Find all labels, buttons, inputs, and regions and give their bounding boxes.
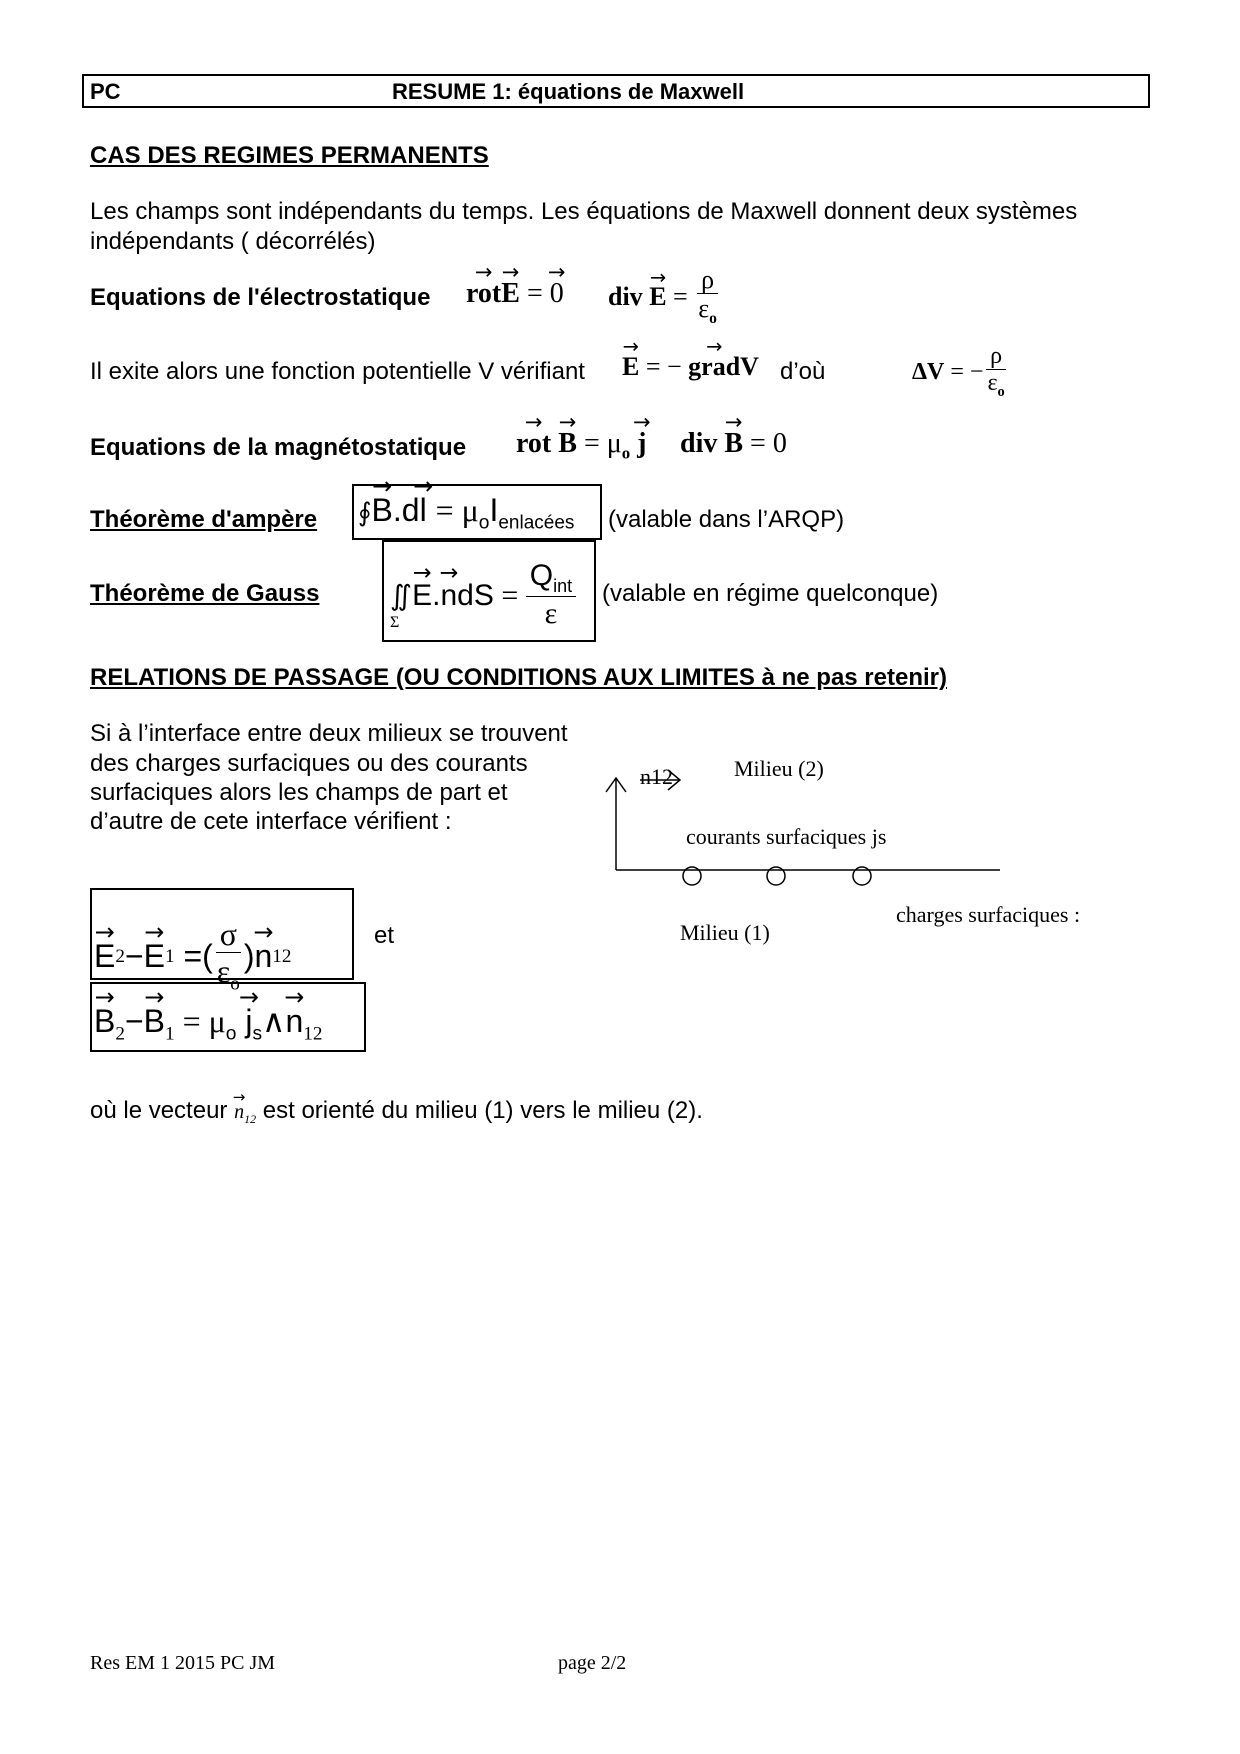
charges-label: charges surfaciques : xyxy=(896,902,1081,927)
electrostatics-label: Equations de l'électrostatique xyxy=(90,284,431,311)
eq-gradV: → E = − → gradV xyxy=(622,352,759,382)
milieu1-label: Milieu (1) xyxy=(680,920,770,945)
intro-line1: Les champs sont indépendants du temps. Les équations de Maxwell donnent deux systèmes xyxy=(90,198,1078,225)
header-box xyxy=(82,74,1150,108)
page-title: RESUME 1: équations de Maxwell xyxy=(392,79,745,104)
para-line1: Si à l’interface entre deux milieux se trouvent xyxy=(90,720,568,747)
ampere-label: Théorème d'ampère xyxy=(90,506,318,533)
relation-B-box: → $B_2-\to B_1 = \mu_o$ → $j_s\wedge\to n_{12}$ xyxy=(90,982,366,1052)
footer-page: page 2/2 xyxy=(558,1652,627,1674)
eq-divB: div → B = 0 xyxy=(680,428,787,460)
gauss-note: (valable en régime quelconque) xyxy=(602,580,939,607)
intro-line2: indépendants ( décorrélés) xyxy=(90,228,376,255)
courants-label: courants surfaciques js xyxy=(686,824,887,849)
para-line3: surfaciques alors les champs de part et xyxy=(90,779,508,806)
eq-divE: div → E = $\frac{\rho}{\varepsilon_o}$ xyxy=(608,266,721,328)
conclusion: où le vecteur → $n_{12}$ est orienté du milieu (1) vers le milieu (2). xyxy=(90,1097,703,1127)
magnetostatics-label: Equations de la magnétostatique xyxy=(90,434,467,461)
relation-E-box: → E 2 − → E 1 =( $\frac{\sigma}{\varepsilon_o}$ ) → n 12 xyxy=(90,888,354,980)
para-line2: des charges surfaciques ou des courants xyxy=(90,750,528,777)
eq-rotE: → rot→ E = → 0 xyxy=(466,278,564,310)
milieu2-label: Milieu (2) xyxy=(734,756,824,781)
eq-rotB: → rot → $B = \mu_o \to j$ xyxy=(516,428,646,464)
dou-text: d’où xyxy=(780,358,826,385)
header-left: PC xyxy=(90,79,121,104)
section2-heading: RELATIONS DE PASSAGE (OU CONDITIONS AUX LIMITES à ne pas retenir) xyxy=(90,664,947,691)
potential-text: Il exite alors une fonction potentielle V vérifiant xyxy=(90,358,585,385)
n12-label: n12 xyxy=(640,764,673,789)
ampere-box: ∮→ $B.d\to l = \mu_oI_{enlacées}$ xyxy=(352,484,602,540)
et-text: et xyxy=(374,922,395,949)
para-line4: d’autre de cete interface vérifient : xyxy=(90,808,452,835)
footer-left: Res EM 1 2015 PC JM xyxy=(90,1652,276,1674)
gauss-box: ∬ → E . → n dS = $\frac{Q_{int}}{\varepsilon}$ Σ xyxy=(382,540,596,642)
section1-heading: CAS DES REGIMES PERMANENTS xyxy=(90,142,489,169)
ampere-note: (valable dans l’ARQP) xyxy=(608,506,845,533)
gauss-label: Théorème de Gauss xyxy=(90,580,320,607)
eq-laplacian: ΔV = − $\frac{\rho}{\varepsilon_o}$ xyxy=(912,343,1005,400)
